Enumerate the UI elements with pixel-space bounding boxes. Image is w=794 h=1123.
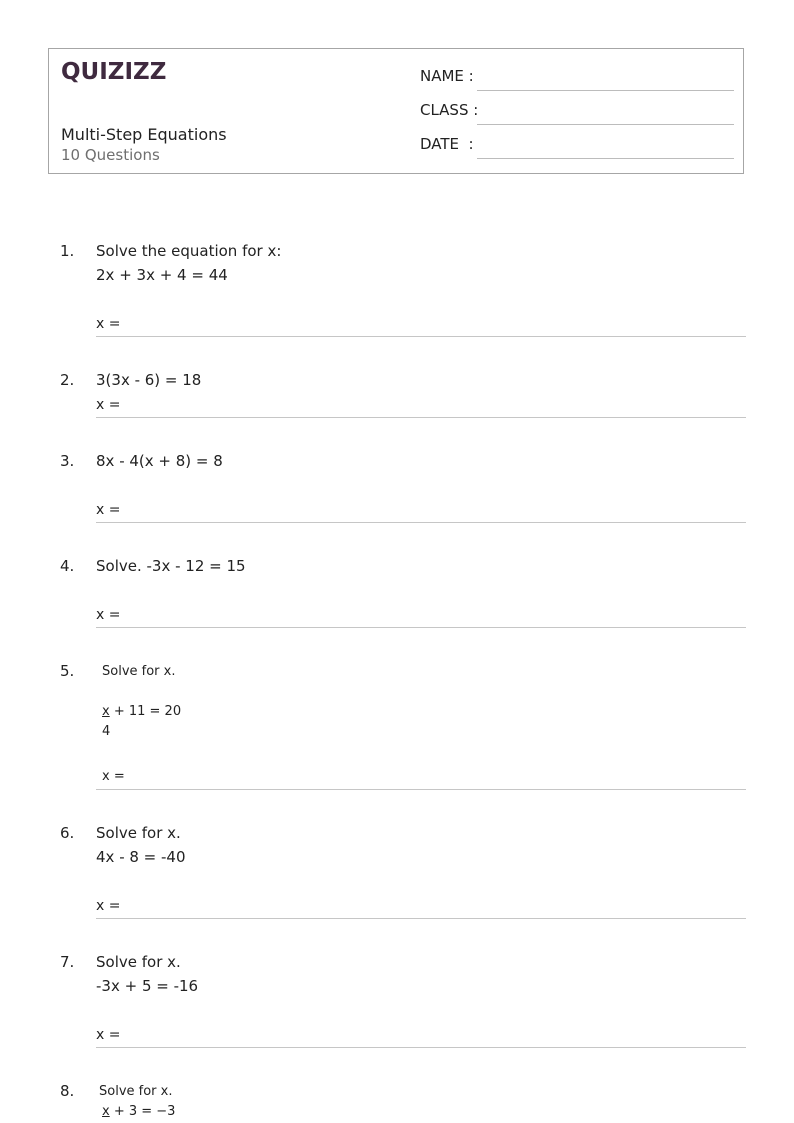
answer-label: x =: [96, 502, 121, 518]
date-blank-line[interactable]: [477, 158, 734, 159]
question-equation: 4x - 8 = -40: [96, 848, 186, 866]
question-equation: 8x - 4(x + 8) = 8: [96, 452, 223, 470]
question-text: Solve for x.: [96, 824, 181, 842]
class-label: CLASS :: [420, 101, 479, 119]
question-number: 1.: [60, 242, 75, 260]
worksheet-title: Multi-Step Equations: [61, 125, 227, 144]
question-text: Solve for x.: [102, 664, 176, 679]
question-equation: 3(3x - 6) = 18: [96, 371, 202, 389]
fraction-numerator: x: [102, 1104, 110, 1119]
answer-label: x =: [96, 1027, 121, 1043]
answer-line[interactable]: [96, 502, 746, 523]
answer-line[interactable]: [96, 607, 746, 628]
question-text: Solve. -3x - 12 = 15: [96, 557, 246, 575]
question-number: 3.: [60, 452, 75, 470]
equation-rest: + 11 = 20: [109, 704, 182, 719]
answer-line[interactable]: [96, 769, 746, 790]
question-count: 10 Questions: [61, 146, 160, 164]
fraction-equation: [102, 704, 181, 719]
fraction-equation: [102, 1104, 175, 1119]
question-text: Solve for x.: [99, 1084, 173, 1099]
date-field[interactable]: [420, 135, 734, 159]
fraction-denominator: 4: [102, 724, 111, 739]
answer-line[interactable]: [96, 397, 746, 418]
answer-label: x =: [96, 397, 121, 413]
answer-line[interactable]: [96, 316, 746, 337]
question-text: Solve for x.: [96, 953, 181, 971]
fraction-numerator: x: [102, 704, 110, 719]
name-field[interactable]: [420, 67, 734, 91]
question-number: 6.: [60, 824, 75, 842]
answer-line[interactable]: [96, 898, 746, 919]
quizizz-logo: QUIZIZZ: [61, 59, 167, 85]
class-blank-line[interactable]: [477, 124, 734, 125]
answer-label: x =: [96, 607, 121, 623]
class-field[interactable]: [420, 101, 734, 125]
question-number: 2.: [60, 371, 75, 389]
answer-label: x =: [96, 316, 121, 332]
question-equation: -3x + 5 = -16: [96, 977, 199, 995]
name-blank-line[interactable]: [477, 90, 734, 91]
question-text: Solve the equation for x:: [96, 242, 282, 260]
question-number: 4.: [60, 557, 75, 575]
question-number: 8.: [60, 1082, 75, 1100]
question-equation: 2x + 3x + 4 = 44: [96, 266, 228, 284]
answer-label: x =: [96, 898, 121, 914]
question-number: 5.: [60, 662, 75, 680]
answer-line[interactable]: [96, 1027, 746, 1048]
date-label: DATE :: [420, 135, 474, 153]
worksheet-header: [48, 48, 744, 174]
name-label: NAME :: [420, 67, 474, 85]
answer-label: x =: [102, 769, 125, 784]
question-number: 7.: [60, 953, 75, 971]
equation-rest: + 3 = −3: [109, 1104, 176, 1119]
